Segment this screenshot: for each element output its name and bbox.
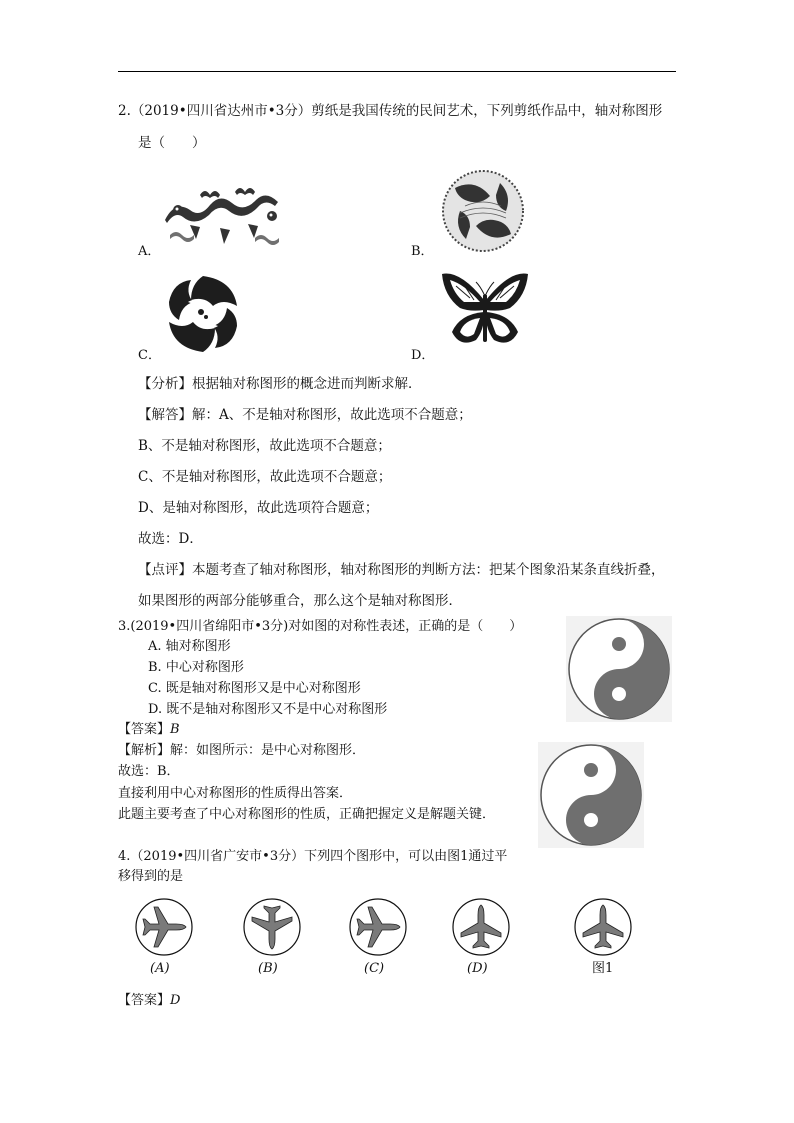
q2-answer-line2: B、不是轴对称图形，故此选项不合题意； [138,438,391,454]
q4-answer [118,992,180,1010]
airplane-option-c-icon [349,898,407,956]
q4-caption-a: (A) [150,961,170,976]
q3-option-d: D. 既不是轴对称图形又不是中心对称图形 [148,702,388,717]
q2-stem-line1: 2.（2019•四川省达州市•3分）剪纸是我国传统的民间艺术，下列剪纸作品中，轴对称图形 [118,103,663,119]
q3-solution: 【解析】解：如图所示：是中心对称图形． [118,743,366,758]
yin-yang-figure-2 [538,742,644,848]
swirl-papercut-image [163,272,243,356]
q3-note-line2: 此题主要考查了中心对称图形的性质，正确把握定义是解题关键． [118,807,496,822]
q4-caption-d: (D) [467,961,488,976]
q4-stem-line1: 4.（2019•四川省广安市•3分）下列四个图形中，可以由图1通过平 [118,849,508,864]
q4-answer-label: 【答案】 [118,993,171,1008]
q2-answer-line3: C、不是轴对称图形，故此选项不合题意； [138,469,392,485]
butterfly-papercut-image [440,270,530,352]
q2-answer-line4: D、是轴对称图形，故此选项符合题意； [138,500,379,516]
q3-option-b: B. 中心对称图形 [148,660,244,675]
q3-stem: 3.(2019•四川省绵阳市•3分)对如图的对称性表述，正确的是（ ） [118,619,523,634]
q2-answer-choice: 故选：D． [138,531,203,547]
q3-answer [118,721,180,739]
q4-caption-b: (B) [258,961,278,976]
q4-answer-value: D [170,993,181,1008]
q2-option-a-label: A． [138,244,161,259]
q2-stem-line2: 是（ ） [138,135,206,151]
q3-choose: 故选：B． [118,764,180,779]
q2-option-b-label: B． [411,244,434,259]
q2-option-c-label: C． [138,348,161,363]
q2-comment-line2: 如果图形的两部分能够重合，那么这个是轴对称图形． [138,593,462,609]
q3-answer-value: B [170,722,180,737]
q2-analysis: 【分析】根据轴对称图形的概念进而判断求解． [138,376,422,392]
q4-caption-c: (C) [364,961,385,976]
dragon-papercut-image [160,180,290,250]
q3-note-line1: 直接利用中心对称图形的性质得出答案． [118,786,353,801]
airplane-option-b-icon [243,898,301,956]
q3-option-a: A. 轴对称图形 [148,639,231,654]
airplane-option-d-icon [452,898,510,956]
yin-yang-figure-1 [566,616,672,722]
q3-option-c: C. 既是轴对称图形又是中心对称图形 [148,681,361,696]
q2-option-d-label: D． [411,348,435,363]
airplane-option-a-icon [135,898,193,956]
q2-answer-line1: 【解答】解：A、不是轴对称图形，故此选项不合题意； [138,407,472,423]
q3-answer-label: 【答案】 [118,722,171,737]
q4-caption-figure-1: 图1 [592,961,614,976]
fish-circle-papercut-image [440,168,526,254]
q4-stem-line2: 移得到的是 [118,869,184,884]
airplane-figure-1-icon [574,898,632,956]
header-rule [118,71,676,72]
q2-comment-line1: 【点评】本题考查了轴对称图形，轴对称图形的判断方法：把某个图象沿某条直线折叠， [138,562,665,578]
